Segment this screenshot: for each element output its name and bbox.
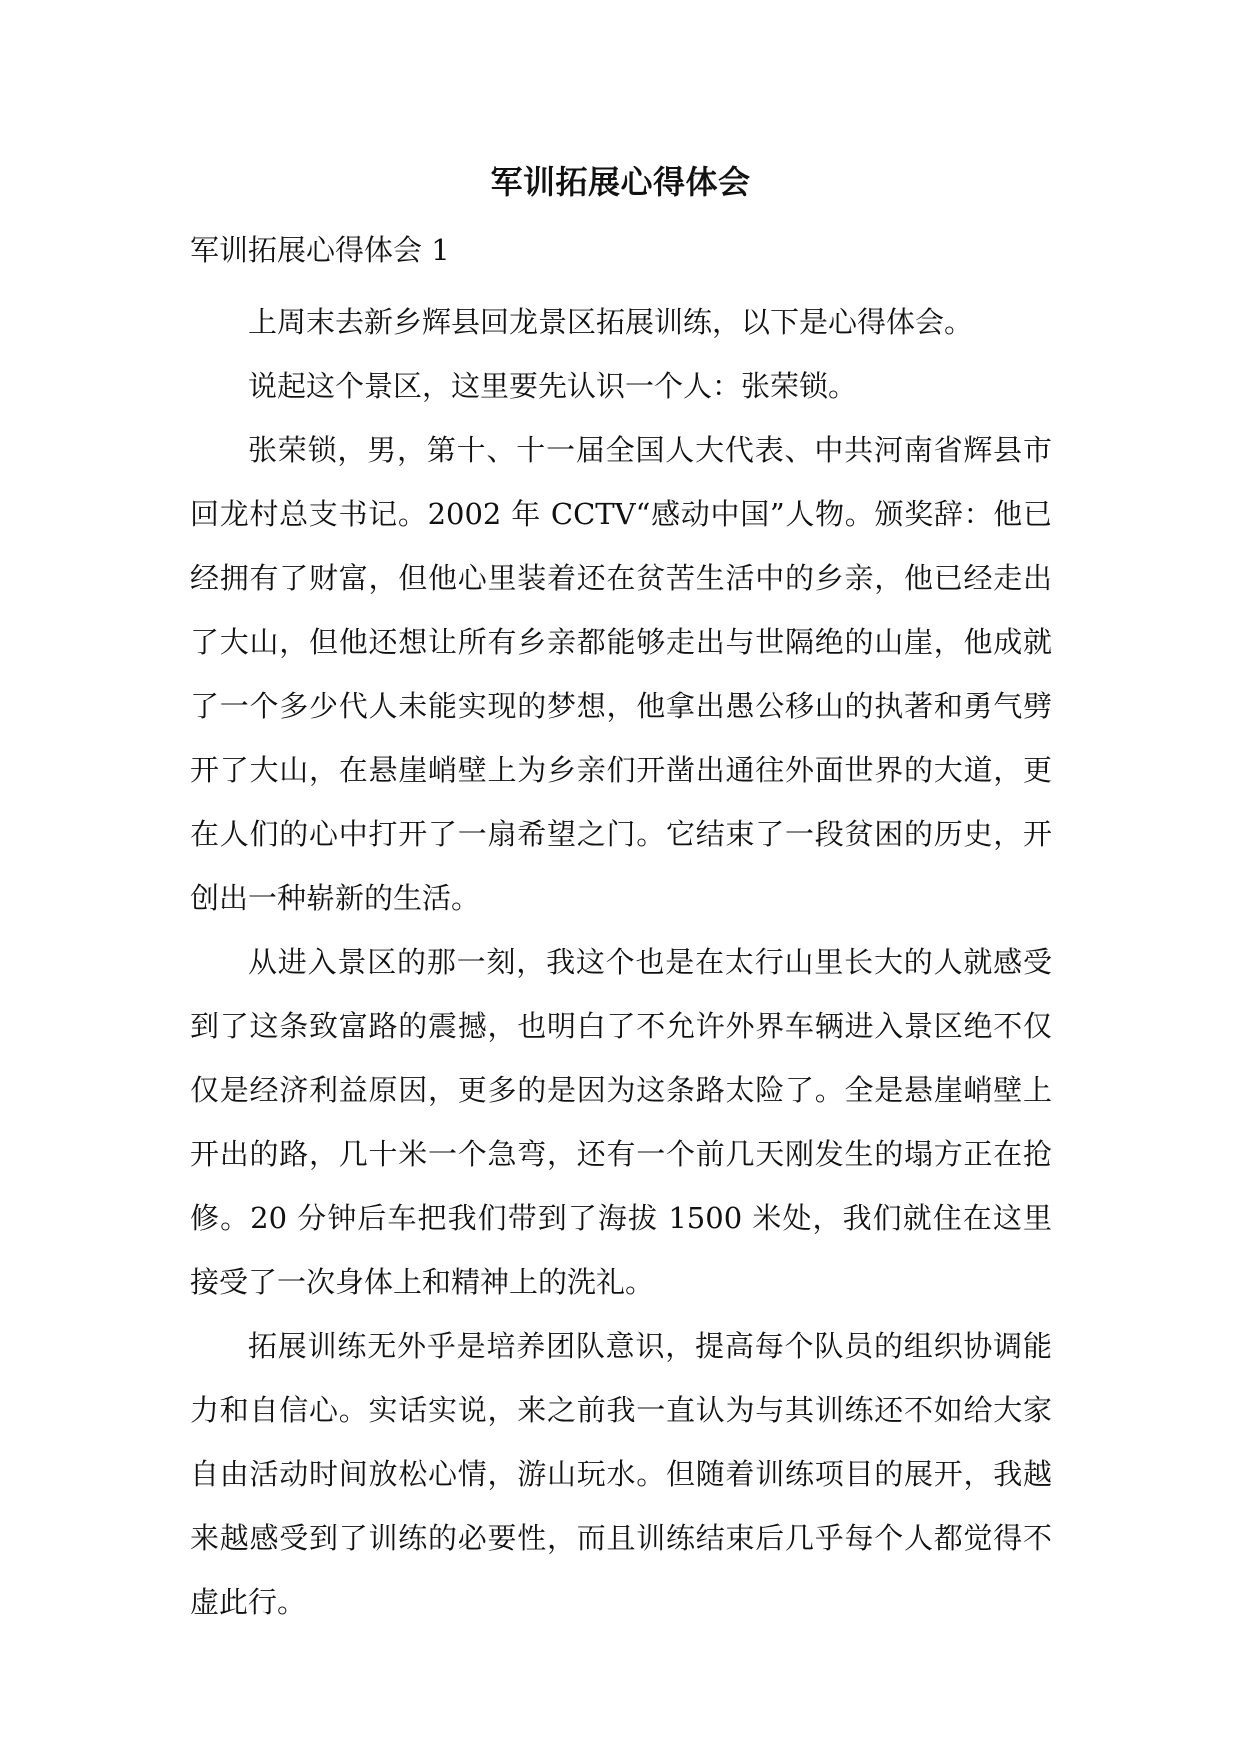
paragraph: 张荣锁，男，第十、十一届全国人大代表、中共河南省辉县市回龙村总支书记。2002 年 CCTV“感动中国”人物。颁奖辞：他已经拥有了财富，但他心里装着还在贫苦生活中的乡亲，他已经走出了大山，但他还想让所有乡亲都能够走出与世隔绝的山崖，他成就了一个多少代人未能实现的梦想，他拿出愚公移山的执著和勇气劈开了大山，在悬崖峭壁上为乡亲们开凿出通往外面世界的大道，更在人们的心中打开了一扇希望之门。它结束了一段贫困的历史，开创出一种崭新的生活。 [190, 433, 1052, 915]
section-heading: 军训拓展心得体会 1 [190, 233, 450, 267]
document-body [190, 290, 1052, 1634]
paragraph: 上周末去新乡辉县回龙景区拓展训练，以下是心得体会。 [248, 305, 974, 339]
paragraph: 说起这个景区，这里要先认识一个人：张荣锁。 [248, 369, 858, 403]
document-title: 军训拓展心得体会 [490, 163, 751, 201]
paragraph: 拓展训练无外乎是培养团队意识，提高每个队员的组织协调能力和自信心。实话实说，来之前我一直认为与其训练还不如给大家自由活动时间放松心情，游山玩水。但随着训练项目的展开，我越来越感受到了训练的必要性，而且训练结束后几乎每个人都觉得不虚此行。 [190, 1329, 1052, 1619]
paragraph: 从进入景区的那一刻，我这个也是在太行山里长大的人就感受到了这条致富路的震撼，也明白了不允许外界车辆进入景区绝不仅仅是经济利益原因，更多的是因为这条路太险了。全是悬崖峭壁上开出的路，几十米一个急弯，还有一个前几天刚发生的塌方正在抢修。20 分钟后车把我们带到了海拔 1500 米处，我们就住在这里接受了一次身体上和精神上的洗礼。 [190, 945, 1052, 1299]
